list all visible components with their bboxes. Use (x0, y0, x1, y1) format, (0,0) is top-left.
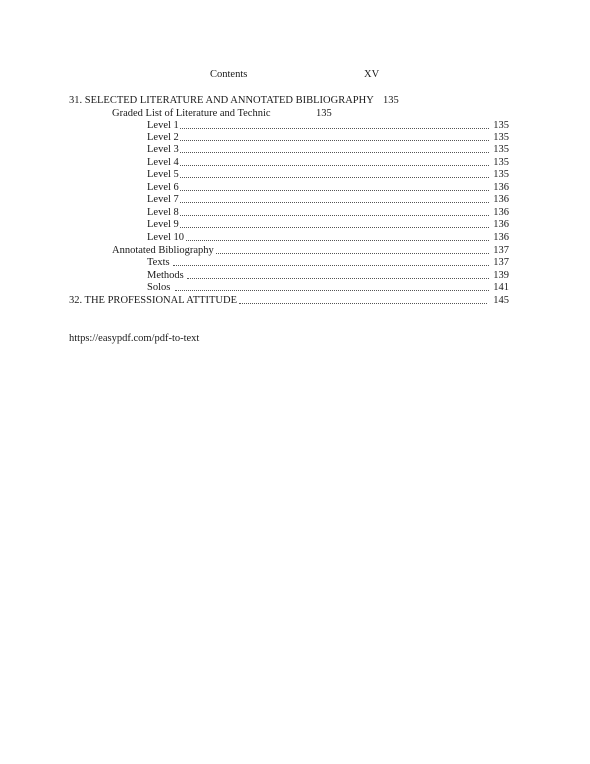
toc-leader-dots (180, 152, 489, 153)
toc-leader-dots (186, 240, 489, 241)
toc-entry-label: Graded List of Literature and Technic (112, 108, 271, 119)
toc-entry-label: Level 5 (147, 169, 179, 180)
toc-entry-page: 137 (493, 245, 509, 256)
toc-entry-label: Level 6 (147, 182, 179, 193)
toc-entry-label: Methods (147, 270, 184, 281)
toc-entry-page: 136 (493, 232, 509, 243)
toc-entry-solos[interactable] (147, 282, 509, 294)
toc-leader-dots (180, 215, 489, 216)
toc-entry-label: Level 1 (147, 120, 179, 131)
toc-leader-dots (180, 165, 489, 166)
toc-entry-level-8[interactable] (147, 207, 509, 219)
toc-section-graded-list[interactable] (112, 108, 352, 120)
toc-entry-level-1[interactable] (147, 120, 509, 132)
toc-entry-label: Level 2 (147, 132, 179, 143)
toc-entry-page: 135 (493, 157, 509, 168)
toc-leader-dots (216, 253, 489, 254)
toc-leader-dots (180, 140, 489, 141)
toc-entry-texts[interactable] (147, 257, 509, 269)
toc-entry-label: Texts (147, 257, 170, 268)
toc-entry-level-3[interactable] (147, 144, 509, 156)
toc-leader-dots (180, 128, 489, 129)
toc-entry-level-6[interactable] (147, 182, 509, 194)
toc-entry-page: 135 (493, 120, 509, 131)
toc-leader-dots (187, 278, 489, 279)
toc-entry-label: Level 10 (147, 232, 185, 243)
toc-entry-label: Level 8 (147, 207, 179, 218)
toc-entry-page: 145 (493, 295, 509, 306)
toc-entry-level-2[interactable] (147, 132, 509, 144)
running-header-page-number: XV (364, 69, 380, 80)
toc-chapter-31[interactable] (69, 95, 429, 107)
toc-entry-page: 136 (493, 194, 509, 205)
toc-entry-page: 137 (493, 257, 509, 268)
toc-entry-methods[interactable] (147, 270, 509, 282)
toc-entry-page: 135 (493, 144, 509, 155)
toc-entry-page: 136 (493, 182, 509, 193)
toc-entry-label: Level 3 (147, 144, 179, 155)
toc-entry-label: 32. THE PROFESSIONAL ATTITUDE (69, 295, 238, 306)
toc-entry-level-5[interactable] (147, 169, 509, 181)
toc-entry-page: 136 (493, 219, 509, 230)
toc-entry-label: 31. SELECTED LITERATURE AND ANNOTATED BIBLIOGRAPHY (69, 95, 374, 106)
toc-leader-dots (173, 265, 489, 266)
toc-entry-page: 135 (316, 108, 332, 119)
toc-entry-label: Annotated Bibliography (112, 245, 214, 256)
toc-entry-page: 141 (493, 282, 509, 293)
toc-entry-label: Level 9 (147, 219, 179, 230)
toc-section-annotated-bibliography[interactable] (112, 245, 509, 257)
toc-entry-page: 139 (493, 270, 509, 281)
toc-leader-dots (180, 227, 489, 228)
toc-leader-dots (239, 303, 487, 304)
toc-entry-page: 135 (383, 95, 399, 106)
toc-entry-page: 135 (493, 132, 509, 143)
toc-entry-label: Solos (147, 282, 171, 293)
toc-leader-dots (180, 177, 489, 178)
toc-entry-label: Level 7 (147, 194, 179, 205)
toc-entry-level-4[interactable] (147, 157, 509, 169)
toc-entry-label: Level 4 (147, 157, 179, 168)
toc-leader-dots (180, 202, 489, 203)
toc-leader-dots (180, 190, 489, 191)
toc-entry-page: 135 (493, 169, 509, 180)
toc-chapter-32[interactable] (69, 295, 509, 307)
toc-entry-page: 136 (493, 207, 509, 218)
footer-link[interactable]: https://easypdf.com/pdf-to-text (69, 333, 200, 344)
running-header-section: Contents (210, 69, 248, 80)
toc-entry-level-9[interactable] (147, 219, 509, 231)
toc-entry-level-7[interactable] (147, 194, 509, 206)
toc-entry-level-10[interactable] (147, 232, 509, 244)
toc-leader-dots (175, 290, 489, 291)
